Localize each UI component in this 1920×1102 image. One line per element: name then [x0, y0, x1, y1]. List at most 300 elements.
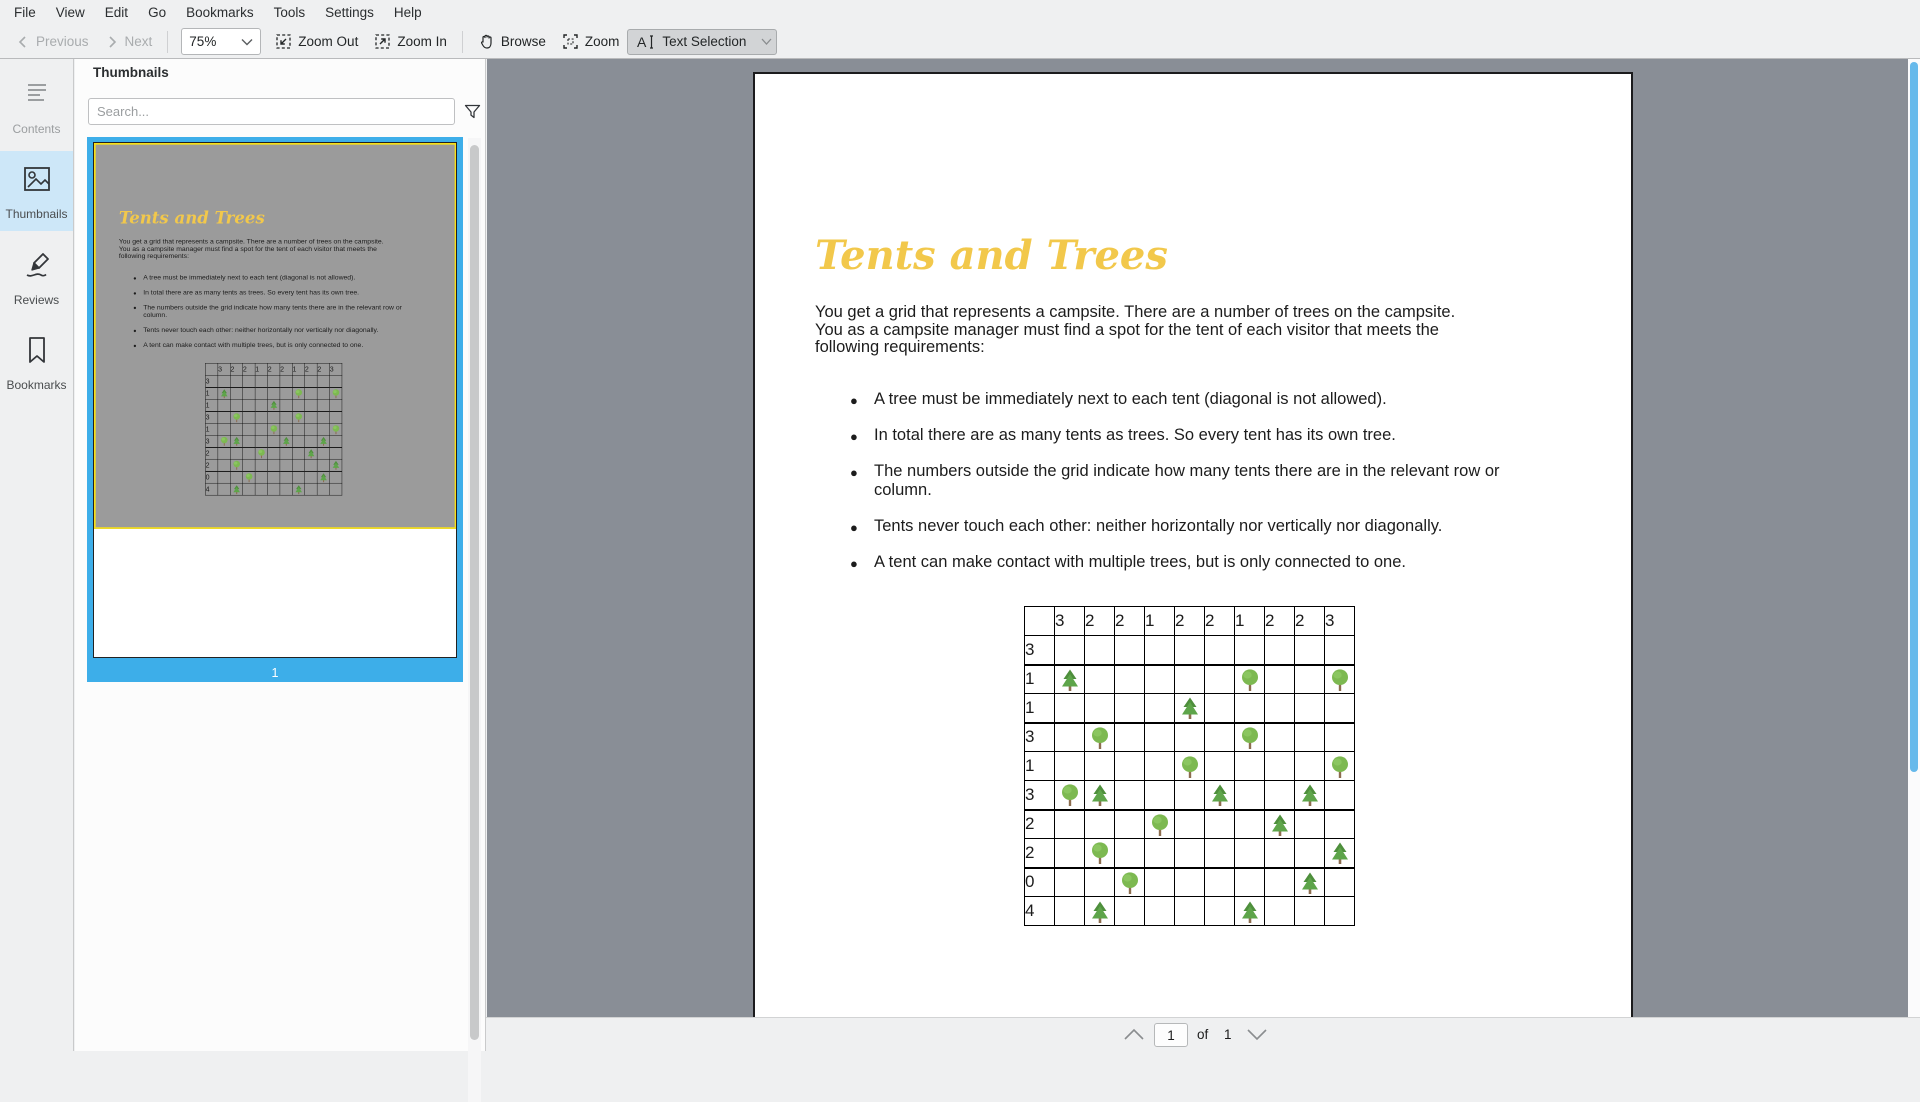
grid-cell [255, 375, 267, 387]
bullet-dot-icon: ● [850, 392, 858, 411]
deciduous-tree-icon [232, 413, 242, 423]
bullet-line: Tents never touch each other: neither horizontally nor vertically nor diagonally. [874, 517, 1500, 536]
image-icon [20, 162, 54, 201]
deciduous-tree-icon [244, 473, 254, 483]
grid-cell [243, 459, 255, 471]
text-selection-dropdown-caret[interactable] [758, 38, 772, 45]
grid-cell [230, 411, 242, 423]
grid-cell [243, 375, 255, 387]
zoom-out-label: Zoom Out [298, 34, 358, 49]
document-text-lines-icon [20, 77, 54, 116]
grid-cell [1115, 694, 1145, 723]
grid-cell [268, 435, 280, 447]
paragraph-line: You get a grid that represents a campsite. There are a number of trees on the campsite. [815, 304, 1455, 322]
evergreen-tree-icon [1238, 900, 1262, 925]
zoom-level-value: 75% [189, 34, 216, 49]
grid-cell [268, 399, 280, 411]
svg-text:A: A [637, 34, 647, 50]
deciduous-tree-icon [256, 449, 266, 459]
document-bullet-list [850, 390, 1500, 589]
grid-row-header: 0 [1025, 868, 1055, 897]
grid-cell [1205, 781, 1235, 810]
grid-cell [255, 459, 267, 471]
chevron-down-icon [241, 34, 253, 49]
grid-cell [280, 423, 292, 435]
grid-col-header: 1 [255, 363, 267, 375]
zoom-in-button[interactable] [366, 28, 455, 55]
paragraph-line: You as a campsite manager must find a spot for the tent of each visitor that meets the [119, 245, 384, 252]
evergreen-tree-icon [232, 436, 242, 446]
grid-row-header: 3 [1025, 781, 1055, 810]
grid-cell [305, 411, 317, 423]
grid-corner-cell [1025, 607, 1055, 636]
menu-item-edit[interactable]: Edit [95, 1, 138, 24]
document-title: Tents and Trees [119, 208, 265, 227]
grid-cell [218, 483, 230, 495]
grid-cell [268, 387, 280, 399]
bullet-dot-icon: ● [133, 304, 136, 312]
grid-cell [292, 471, 304, 483]
grid-row-header: 4 [1025, 897, 1055, 926]
grid-cell [1325, 781, 1355, 810]
evergreen-tree-icon [1178, 696, 1202, 721]
grid-cell [243, 411, 255, 423]
grid-cell [1055, 723, 1085, 752]
zoom-tool-button[interactable] [554, 28, 628, 55]
grid-cell [1055, 781, 1085, 810]
grid-cell [1265, 781, 1295, 810]
grid-cell [280, 375, 292, 387]
grid-cell [1115, 781, 1145, 810]
bullet-dot-icon: ● [133, 289, 136, 297]
grid-cell [218, 471, 230, 483]
grid-cell [243, 399, 255, 411]
grid-cell [255, 471, 267, 483]
grid-cell [243, 423, 255, 435]
grid-col-header: 2 [243, 363, 255, 375]
thumbnail-page-number: 1 [87, 666, 463, 680]
zoom-level-combobox[interactable] [181, 28, 261, 55]
grid-col-header: 1 [1145, 607, 1175, 636]
grid-cell [292, 375, 304, 387]
evergreen-tree-icon [1088, 783, 1112, 808]
grid-cell [305, 459, 317, 471]
grid-col-header: 2 [1205, 607, 1235, 636]
grid-cell [218, 411, 230, 423]
document-view[interactable] [487, 59, 1920, 1017]
grid-cell [317, 483, 329, 495]
document-scrollbar[interactable] [1908, 59, 1920, 1017]
grid-row-header: 1 [205, 423, 217, 435]
grid-cell [255, 483, 267, 495]
bullet-item [850, 462, 1500, 499]
bullet-dot-icon: ● [850, 519, 858, 538]
grid-cell [1265, 636, 1295, 665]
grid-cell [230, 471, 242, 483]
deciduous-tree-icon [1058, 783, 1082, 808]
grid-cell [1235, 665, 1265, 694]
paragraph-line: following requirements: [815, 339, 1455, 357]
bullet-line: A tent can make contact with multiple trees, but is only connected to one. [143, 341, 402, 349]
grid-col-header: 2 [1265, 607, 1295, 636]
grid-cell [1085, 897, 1115, 926]
page-navigation-bar [486, 1017, 1920, 1051]
menu-item-settings[interactable]: Settings [315, 1, 384, 24]
grid-cell [330, 447, 342, 459]
grid-cell [1295, 897, 1325, 926]
grid-cell [317, 447, 329, 459]
grid-cell [230, 459, 242, 471]
deciduous-tree-icon [331, 424, 341, 434]
grid-cell [268, 471, 280, 483]
bullet-line: Tents never touch each other: neither horizontally nor vertically nor diagonally. [143, 326, 402, 334]
grid-cell [305, 423, 317, 435]
evergreen-tree-icon [232, 484, 242, 494]
grid-row-header: 1 [1025, 665, 1055, 694]
puzzle-grid [205, 363, 342, 495]
sidebar-item-label: Thumbnails [5, 207, 67, 221]
evergreen-tree-icon [269, 400, 279, 410]
grid-cell [1235, 636, 1265, 665]
grid-corner-cell [205, 363, 217, 375]
grid-cell [292, 447, 304, 459]
grid-cell [1175, 665, 1205, 694]
grid-col-header: 2 [1295, 607, 1325, 636]
grid-cell [1265, 810, 1295, 839]
paragraph-line: following requirements: [119, 253, 384, 260]
grid-cell [1175, 839, 1205, 868]
evergreen-tree-icon [331, 460, 341, 470]
grid-cell [305, 471, 317, 483]
grid-cell [1265, 752, 1295, 781]
grid-cell [268, 459, 280, 471]
grid-cell [1265, 665, 1295, 694]
grid-cell [1175, 897, 1205, 926]
grid-col-header: 2 [317, 363, 329, 375]
zoom-out-icon [275, 33, 292, 50]
of-label: of [1197, 1027, 1208, 1042]
grid-col-header: 3 [1055, 607, 1085, 636]
grid-cell [1085, 636, 1115, 665]
sidebar-item-label: Bookmarks [6, 378, 66, 392]
grid-cell [1235, 897, 1265, 926]
grid-cell [1055, 868, 1085, 897]
grid-cell [1235, 839, 1265, 868]
grid-cell [1205, 752, 1235, 781]
grid-cell [1145, 810, 1175, 839]
grid-cell [305, 447, 317, 459]
deciduous-tree-icon [269, 424, 279, 434]
grid-cell [1055, 636, 1085, 665]
grid-cell [305, 483, 317, 495]
evergreen-tree-icon [281, 436, 291, 446]
next-button[interactable] [97, 29, 161, 54]
grid-col-header: 2 [1115, 607, 1145, 636]
bullet-line: The numbers outside the grid indicate how many tents there are in the relevant row or [143, 303, 402, 311]
bullet-line: A tree must be immediately next to each tent (diagonal is not allowed). [874, 390, 1500, 409]
grid-cell [1055, 839, 1085, 868]
deciduous-tree-icon [294, 389, 304, 399]
sidebar-item-contents[interactable] [0, 66, 73, 146]
grid-cell [1325, 868, 1355, 897]
browse-label: Browse [501, 34, 546, 49]
grid-cell [268, 423, 280, 435]
grid-cell [1175, 636, 1205, 665]
grid-cell [1295, 752, 1325, 781]
grid-cell [1295, 694, 1325, 723]
sidebar-item-reviews[interactable] [0, 237, 73, 317]
grid-cell [305, 387, 317, 399]
grid-cell [317, 423, 329, 435]
grid-cell [330, 399, 342, 411]
grid-cell [1085, 868, 1115, 897]
grid-cell [218, 447, 230, 459]
grid-cell [243, 387, 255, 399]
thumbnails-search-input[interactable] [88, 98, 455, 125]
zoom-tool-label: Zoom [585, 34, 620, 49]
grid-cell [1205, 694, 1235, 723]
grid-cell [1145, 665, 1175, 694]
next-label: Next [125, 34, 153, 49]
grid-cell [1115, 723, 1145, 752]
bullet-item [133, 341, 402, 349]
grid-cell [1055, 752, 1085, 781]
document-paragraph [119, 238, 384, 260]
grid-cell [230, 375, 242, 387]
grid-row-header: 3 [1025, 723, 1055, 752]
bullet-line: column. [874, 481, 1500, 500]
bullet-line: A tree must be immediately next to each tent (diagonal is not allowed). [143, 274, 402, 282]
filter-funnel-icon[interactable] [464, 104, 481, 124]
grid-cell [1265, 897, 1295, 926]
sidebar-item-bookmarks[interactable] [0, 322, 73, 402]
grid-row-header: 1 [205, 387, 217, 399]
grid-cell [1115, 839, 1145, 868]
puzzle-grid [1024, 606, 1355, 926]
grid-cell [1085, 810, 1115, 839]
toolbar [0, 25, 1920, 59]
grid-cell [1295, 868, 1325, 897]
grid-cell [292, 399, 304, 411]
grid-cell [1295, 839, 1325, 868]
grid-col-header: 2 [1085, 607, 1115, 636]
grid-cell [243, 471, 255, 483]
grid-cell [280, 447, 292, 459]
grid-col-header: 1 [1235, 607, 1265, 636]
grid-col-header: 2 [230, 363, 242, 375]
chevron-up-icon[interactable] [1123, 1028, 1145, 1046]
bullet-line: The numbers outside the grid indicate how many tents there are in the relevant row or [874, 462, 1500, 481]
deciduous-tree-icon [1178, 755, 1202, 780]
grid-row-header: 2 [205, 447, 217, 459]
grid-cell [292, 435, 304, 447]
grid-cell [218, 459, 230, 471]
menu-item-tools[interactable]: Tools [264, 1, 316, 24]
grid-cell [1295, 723, 1325, 752]
grid-cell [330, 483, 342, 495]
text-selection-label: Text Selection [662, 34, 746, 49]
thumbnail-page-1[interactable] [87, 137, 463, 682]
grid-cell [330, 471, 342, 483]
grid-cell [1085, 694, 1115, 723]
grid-cell [255, 399, 267, 411]
grid-cell [255, 435, 267, 447]
grid-cell [1265, 723, 1295, 752]
grid-cell [317, 411, 329, 423]
sidebar-item-label: Contents [12, 122, 60, 136]
grid-cell [280, 471, 292, 483]
grid-cell [330, 375, 342, 387]
grid-col-header: 2 [1175, 607, 1205, 636]
sidebar [0, 59, 74, 1051]
grid-col-header: 1 [292, 363, 304, 375]
deciduous-tree-icon [1148, 813, 1172, 838]
grid-cell [1145, 781, 1175, 810]
grid-cell [1175, 694, 1205, 723]
document-scrollbar-thumb[interactable] [1910, 62, 1918, 772]
deciduous-tree-icon [1328, 755, 1352, 780]
grid-cell [330, 411, 342, 423]
grid-cell [1145, 839, 1175, 868]
grid-cell [330, 387, 342, 399]
grid-cell [268, 375, 280, 387]
grid-cell [1325, 810, 1355, 839]
grid-cell [268, 411, 280, 423]
previous-button[interactable] [8, 29, 97, 54]
grid-cell [1265, 694, 1295, 723]
thumbnail-page-content [94, 143, 456, 656]
total-pages-label: 1 [1224, 1027, 1232, 1042]
grid-cell [1325, 752, 1355, 781]
current-page-input[interactable] [1154, 1023, 1188, 1047]
grid-cell [230, 447, 242, 459]
deciduous-tree-icon [1238, 726, 1262, 751]
deciduous-tree-icon [1118, 871, 1142, 896]
grid-cell [1145, 868, 1175, 897]
grid-cell [280, 459, 292, 471]
grid-cell [218, 435, 230, 447]
chevron-right-icon [105, 35, 119, 49]
evergreen-tree-icon [1328, 841, 1352, 866]
grid-row-header: 2 [1025, 810, 1055, 839]
grid-cell [1175, 810, 1205, 839]
deciduous-tree-icon [1088, 726, 1112, 751]
grid-cell [305, 399, 317, 411]
grid-cell [280, 435, 292, 447]
grid-row-header: 1 [1025, 694, 1055, 723]
bullet-item [850, 553, 1500, 572]
grid-cell [1235, 810, 1265, 839]
grid-cell [280, 483, 292, 495]
zoom-in-icon [374, 33, 391, 50]
bullet-item [850, 426, 1500, 445]
bullet-dot-icon: ● [850, 555, 858, 574]
grid-cell [1145, 636, 1175, 665]
grid-cell [1265, 839, 1295, 868]
grid-row-header: 2 [205, 459, 217, 471]
grid-cell [1115, 636, 1145, 665]
grid-cell [230, 399, 242, 411]
grid-cell [243, 435, 255, 447]
grid-cell [1145, 897, 1175, 926]
bullet-dot-icon: ● [133, 327, 136, 335]
bookmark-ribbon-icon [20, 333, 54, 372]
grid-cell [218, 375, 230, 387]
evergreen-tree-icon [1268, 813, 1292, 838]
grid-cell [1205, 897, 1235, 926]
grid-cell [1295, 781, 1325, 810]
grid-cell [1235, 752, 1265, 781]
grid-cell [1055, 810, 1085, 839]
grid-cell [1325, 636, 1355, 665]
grid-cell [1085, 665, 1115, 694]
zoom-in-label: Zoom In [397, 34, 447, 49]
text-selection-button[interactable] [627, 29, 777, 55]
chevron-down-icon[interactable] [1246, 1028, 1268, 1046]
bullet-item [133, 274, 402, 282]
deciduous-tree-icon [1088, 841, 1112, 866]
grid-cell [1235, 694, 1265, 723]
browse-tool-button[interactable] [470, 28, 554, 55]
thumbnails-scrollbar[interactable] [468, 138, 481, 1102]
grid-cell [1295, 636, 1325, 665]
grid-cell [230, 387, 242, 399]
grid-cell [230, 423, 242, 435]
grid-col-header: 2 [305, 363, 317, 375]
grid-cell [268, 447, 280, 459]
bullet-dot-icon: ● [850, 428, 858, 447]
evergreen-tree-icon [318, 436, 328, 446]
grid-cell [1325, 723, 1355, 752]
bullet-line: In total there are as many tents as trees. So every tent has its own tree. [874, 426, 1500, 445]
evergreen-tree-icon [294, 484, 304, 494]
grid-row-header: 1 [1025, 752, 1055, 781]
sidebar-item-thumbnails[interactable] [0, 151, 73, 231]
bullet-dot-icon: ● [850, 464, 858, 483]
grid-cell [1085, 839, 1115, 868]
grid-cell [1175, 723, 1205, 752]
grid-cell [1145, 723, 1175, 752]
evergreen-tree-icon [318, 473, 328, 483]
thumbnails-scrollbar-thumb[interactable] [470, 145, 479, 1040]
document-bullet-list [133, 274, 402, 356]
grid-cell [280, 387, 292, 399]
grid-cell [1055, 665, 1085, 694]
bullet-dot-icon: ● [133, 275, 136, 283]
zoom-out-button[interactable] [267, 28, 366, 55]
grid-col-header: 2 [280, 363, 292, 375]
menu-item-go[interactable]: Go [138, 1, 176, 24]
menu-item-bookmarks[interactable]: Bookmarks [176, 1, 264, 24]
evergreen-tree-icon [1208, 783, 1232, 808]
grid-cell [280, 411, 292, 423]
thumbnail-page-preview [93, 142, 457, 658]
menu-bar [0, 0, 1920, 25]
menu-item-view[interactable]: View [46, 1, 95, 24]
grid-cell [1325, 897, 1355, 926]
grid-cell [317, 459, 329, 471]
puzzle-grid-container [205, 363, 342, 495]
grid-row-header: 3 [205, 411, 217, 423]
deciduous-tree-icon [331, 389, 341, 399]
menu-item-help[interactable]: Help [384, 1, 432, 24]
previous-label: Previous [36, 34, 89, 49]
menu-item-file[interactable]: File [4, 1, 46, 24]
grid-cell [292, 423, 304, 435]
grid-row-header: 3 [205, 435, 217, 447]
grid-cell [1145, 752, 1175, 781]
marker-pen-icon [20, 248, 54, 287]
